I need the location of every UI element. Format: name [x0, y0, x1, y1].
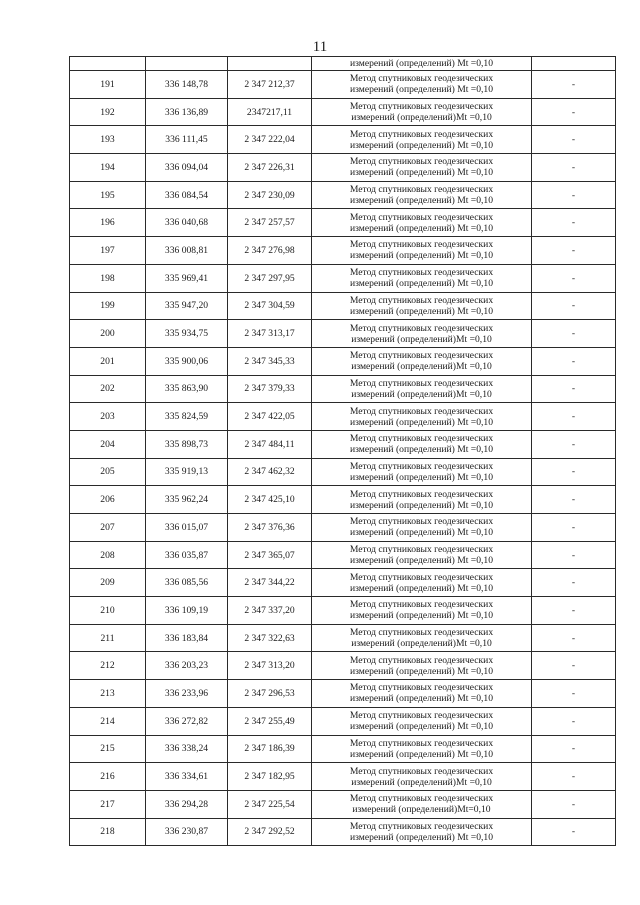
- method-line-2: измерений (определений)Mt =0,10: [351, 388, 492, 400]
- note-cell: -: [532, 320, 616, 348]
- point-number-cell: 203: [70, 403, 146, 431]
- method-line-1: Метод спутниковых геодезических: [349, 820, 494, 832]
- point-number-cell: [70, 57, 146, 71]
- note-cell: -: [532, 403, 616, 431]
- table-row: [70, 458, 616, 486]
- table-row: [70, 486, 616, 514]
- note-cell: -: [532, 818, 616, 846]
- point-number-cell: 197: [70, 237, 146, 265]
- table-row: [70, 569, 616, 597]
- note-cell: -: [532, 541, 616, 569]
- method-line-1: Метод спутниковых геодезических: [349, 322, 494, 334]
- method-line-1: Метод спутниковых геодезических: [349, 737, 494, 749]
- method-line-2: измерений (определений) Mt =0,10: [349, 665, 493, 677]
- x-coordinate-cell: 336 035,87: [146, 541, 228, 569]
- table-row: [70, 320, 616, 348]
- point-number-cell: 208: [70, 541, 146, 569]
- coordinates-table-body: [70, 57, 616, 846]
- table-row: [70, 597, 616, 625]
- table-row: [70, 403, 616, 431]
- method-line-2: измерений (определений) Mt =0,10: [349, 555, 493, 567]
- note-cell: -: [532, 735, 616, 763]
- y-coordinate-cell: 2 347 337,20: [228, 597, 312, 625]
- method-line-2: измерений (определений) Mt =0,10: [349, 499, 493, 511]
- method-line-1: Метод спутниковых геодезических: [349, 765, 494, 777]
- note-cell: -: [532, 292, 616, 320]
- point-number-cell: 192: [70, 98, 146, 126]
- method-line-2: измерений (определений) Mt =0,10: [349, 139, 493, 151]
- point-number-cell: 216: [70, 763, 146, 791]
- point-number-cell: 200: [70, 320, 146, 348]
- note-cell: -: [532, 347, 616, 375]
- x-coordinate-cell: 336 094,04: [146, 154, 228, 182]
- method-line-2: измерений (определений) Mt =0,10: [349, 278, 493, 290]
- x-coordinate-cell: 336 233,96: [146, 680, 228, 708]
- point-number-cell: 213: [70, 680, 146, 708]
- method-line-1: Метод спутниковых геодезических: [349, 73, 494, 85]
- x-coordinate-cell: 336 015,07: [146, 514, 228, 542]
- x-coordinate-cell: [146, 57, 228, 71]
- point-number-cell: 199: [70, 292, 146, 320]
- method-line-1: Метод спутниковых геодезических: [349, 544, 494, 556]
- y-coordinate-cell: 2 347 182,95: [228, 763, 312, 791]
- y-coordinate-cell: 2 347 230,09: [228, 181, 312, 209]
- x-coordinate-cell: 335 824,59: [146, 403, 228, 431]
- table-row: [70, 763, 616, 791]
- point-number-cell: 193: [70, 126, 146, 154]
- note-cell: -: [532, 680, 616, 708]
- method-line-2: измерений (определений)Mt =0,10: [351, 112, 492, 124]
- x-coordinate-cell: 336 272,82: [146, 707, 228, 735]
- x-coordinate-cell: 336 203,23: [146, 652, 228, 680]
- table-row: [70, 264, 616, 292]
- method-cell: [312, 514, 532, 542]
- method-cell: [312, 320, 532, 348]
- note-cell: -: [532, 375, 616, 403]
- note-cell: -: [532, 763, 616, 791]
- method-line-1: Метод спутниковых геодезических: [349, 488, 494, 500]
- y-coordinate-cell: 2 347 297,95: [228, 264, 312, 292]
- method-cell: [312, 680, 532, 708]
- method-cell: [312, 541, 532, 569]
- point-number-cell: 191: [70, 71, 146, 99]
- note-cell: -: [532, 181, 616, 209]
- method-cell: [312, 181, 532, 209]
- method-line-1: Метод спутниковых геодезических: [349, 405, 494, 417]
- method-cell: [312, 347, 532, 375]
- x-coordinate-cell: 336 183,84: [146, 624, 228, 652]
- table-row: [70, 707, 616, 735]
- method-line-1: Метод спутниковых геодезических: [349, 682, 494, 694]
- point-number-cell: 198: [70, 264, 146, 292]
- table-row: [70, 71, 616, 99]
- method-cell: [312, 569, 532, 597]
- x-coordinate-cell: 335 863,90: [146, 375, 228, 403]
- method-cell: [312, 763, 532, 791]
- x-coordinate-cell: 336 148,78: [146, 71, 228, 99]
- y-coordinate-cell: 2 347 186,39: [228, 735, 312, 763]
- method-line-1: Метод спутниковых геодезических: [349, 460, 494, 472]
- method-line-2: измерений (определений) Mt =0,10: [349, 610, 493, 622]
- table-row: [70, 237, 616, 265]
- method-cell: [312, 237, 532, 265]
- method-line-2: измерений (определений)Mt =0,10: [351, 333, 492, 345]
- y-coordinate-cell: 2 347 313,20: [228, 652, 312, 680]
- x-coordinate-cell: 336 085,56: [146, 569, 228, 597]
- method-line-1: Метод спутниковых геодезических: [349, 710, 494, 722]
- method-line-2: измерений (определений) Mt =0,10: [349, 222, 493, 234]
- y-coordinate-cell: 2 347 462,32: [228, 458, 312, 486]
- table-row: [70, 624, 616, 652]
- method-line-1: Метод спутниковых геодезических: [349, 101, 494, 113]
- y-coordinate-cell: 2 347 344,22: [228, 569, 312, 597]
- table-row: [70, 514, 616, 542]
- table-row: [70, 735, 616, 763]
- method-cell: [312, 486, 532, 514]
- table-row: [70, 98, 616, 126]
- x-coordinate-cell: 335 962,24: [146, 486, 228, 514]
- method-line-2: измерений (определений) Mt =0,10: [349, 195, 493, 207]
- table-row: [70, 154, 616, 182]
- point-number-cell: 209: [70, 569, 146, 597]
- x-coordinate-cell: 336 008,81: [146, 237, 228, 265]
- method-line-2: измерений (определений)Mt =0,10: [351, 776, 492, 788]
- note-cell: -: [532, 209, 616, 237]
- x-coordinate-cell: 335 919,13: [146, 458, 228, 486]
- method-line-2: измерений (определений)Mt =0,10: [351, 638, 492, 650]
- point-number-cell: 194: [70, 154, 146, 182]
- note-cell: -: [532, 98, 616, 126]
- note-cell: -: [532, 707, 616, 735]
- table-row: [70, 375, 616, 403]
- x-coordinate-cell: 336 230,87: [146, 818, 228, 846]
- method-cell: [312, 154, 532, 182]
- method-line-2: измерений (определений) Mt =0,10: [349, 84, 493, 96]
- method-cell: [312, 292, 532, 320]
- note-cell: -: [532, 624, 616, 652]
- table-row: [70, 652, 616, 680]
- method-cell: [312, 57, 532, 71]
- x-coordinate-cell: 336 334,61: [146, 763, 228, 791]
- y-coordinate-cell: 2 347 255,49: [228, 707, 312, 735]
- method-cell: [312, 652, 532, 680]
- method-line-1: Метод спутниковых геодезических: [349, 211, 494, 223]
- method-line-2: измерений (определений) Mt =0,10: [349, 721, 493, 733]
- x-coordinate-cell: 335 947,20: [146, 292, 228, 320]
- note-cell: -: [532, 430, 616, 458]
- method-line-1: Метод спутниковых геодезических: [349, 599, 494, 611]
- table-row: [70, 292, 616, 320]
- method-cell: [312, 430, 532, 458]
- point-number-cell: 211: [70, 624, 146, 652]
- x-coordinate-cell: 336 109,19: [146, 597, 228, 625]
- method-cell: [312, 790, 532, 818]
- method-cell: [312, 375, 532, 403]
- y-coordinate-cell: 2 347 379,33: [228, 375, 312, 403]
- method-line-1: Метод спутниковых геодезических: [349, 184, 494, 196]
- x-coordinate-cell: 336 294,28: [146, 790, 228, 818]
- method-line-2: измерений (определений) Mt =0,10: [349, 167, 493, 179]
- table-row: [70, 541, 616, 569]
- note-cell: -: [532, 652, 616, 680]
- x-coordinate-cell: 335 900,06: [146, 347, 228, 375]
- method-line-2: измерений (определений)Mt=0,10: [352, 804, 491, 816]
- point-number-cell: 218: [70, 818, 146, 846]
- table-row: [70, 209, 616, 237]
- method-line-2: измерений (определений) Mt =0,10: [349, 305, 493, 317]
- table-row: [70, 818, 616, 846]
- y-coordinate-cell: 2 347 226,31: [228, 154, 312, 182]
- x-coordinate-cell: 336 136,89: [146, 98, 228, 126]
- table-row: [70, 790, 616, 818]
- y-coordinate-cell: 2347217,11: [228, 98, 312, 126]
- method-line-1: Метод спутниковых геодезических: [349, 793, 494, 805]
- method-cell: [312, 458, 532, 486]
- y-coordinate-cell: 2 347 365,07: [228, 541, 312, 569]
- y-coordinate-cell: 2 347 225,54: [228, 790, 312, 818]
- note-cell: -: [532, 154, 616, 182]
- y-coordinate-cell: 2 347 222,04: [228, 126, 312, 154]
- method-line-2: измерений (определений) Mt =0,10: [349, 831, 493, 843]
- point-number-cell: 205: [70, 458, 146, 486]
- method-line-1: Метод спутниковых геодезических: [349, 654, 494, 666]
- x-coordinate-cell: 336 084,54: [146, 181, 228, 209]
- method-cell: [312, 707, 532, 735]
- method-line-1: Метод спутниковых геодезических: [349, 267, 494, 279]
- method-cell: [312, 735, 532, 763]
- x-coordinate-cell: 336 040,68: [146, 209, 228, 237]
- y-coordinate-cell: 2 347 322,63: [228, 624, 312, 652]
- y-coordinate-cell: 2 347 376,36: [228, 514, 312, 542]
- method-line-2: измерений (определений) Mt =0,10: [349, 471, 493, 483]
- page-number: 11: [312, 39, 328, 55]
- point-number-cell: 195: [70, 181, 146, 209]
- x-coordinate-cell: 336 111,45: [146, 126, 228, 154]
- y-coordinate-cell: 2 347 484,11: [228, 430, 312, 458]
- method-line-1: Метод спутниковых геодезических: [349, 156, 494, 168]
- table-row: [70, 680, 616, 708]
- method-line-1: Метод спутниковых геодезических: [349, 239, 494, 251]
- method-line-1: Метод спутниковых геодезических: [349, 433, 494, 445]
- method-line-2: измерений (определений) Mt =0,10: [349, 527, 493, 539]
- method-cell: [312, 624, 532, 652]
- note-cell: -: [532, 597, 616, 625]
- y-coordinate-cell: 2 347 276,98: [228, 237, 312, 265]
- point-number-cell: 201: [70, 347, 146, 375]
- point-number-cell: 207: [70, 514, 146, 542]
- note-cell: -: [532, 514, 616, 542]
- method-line-1: Метод спутниковых геодезических: [349, 377, 494, 389]
- y-coordinate-cell: 2 347 313,17: [228, 320, 312, 348]
- y-coordinate-cell: 2 347 304,59: [228, 292, 312, 320]
- method-line-2: измерений (определений) Mt =0,10: [349, 416, 493, 428]
- point-number-cell: 210: [70, 597, 146, 625]
- point-number-cell: 212: [70, 652, 146, 680]
- method-line-1: Метод спутниковых геодезических: [349, 571, 494, 583]
- y-coordinate-cell: 2 347 292,52: [228, 818, 312, 846]
- note-cell: -: [532, 790, 616, 818]
- note-cell: -: [532, 486, 616, 514]
- note-cell: -: [532, 237, 616, 265]
- x-coordinate-cell: 336 338,24: [146, 735, 228, 763]
- method-line-2: измерений (определений) Mt =0,10: [349, 693, 493, 705]
- y-coordinate-cell: 2 347 422,05: [228, 403, 312, 431]
- method-cell: [312, 98, 532, 126]
- note-cell: -: [532, 569, 616, 597]
- method-line-2: измерений (определений) Mt =0,10: [349, 748, 493, 760]
- method-line-2: измерений (определений) Mt =0,10: [349, 250, 493, 262]
- method-line-1: Метод спутниковых геодезических: [349, 294, 494, 306]
- method-cell: [312, 126, 532, 154]
- table-row: [70, 430, 616, 458]
- note-cell: -: [532, 71, 616, 99]
- note-cell: -: [532, 458, 616, 486]
- method-line-1: Метод спутниковых геодезических: [349, 350, 494, 362]
- point-number-cell: 215: [70, 735, 146, 763]
- point-number-cell: 214: [70, 707, 146, 735]
- method-cell: [312, 264, 532, 292]
- y-coordinate-cell: 2 347 296,53: [228, 680, 312, 708]
- point-number-cell: 204: [70, 430, 146, 458]
- method-cell: [312, 403, 532, 431]
- coordinates-table: [69, 56, 616, 846]
- note-cell: -: [532, 264, 616, 292]
- point-number-cell: 206: [70, 486, 146, 514]
- y-coordinate-cell: 2 347 425,10: [228, 486, 312, 514]
- table-row: [70, 347, 616, 375]
- point-number-cell: 196: [70, 209, 146, 237]
- method-cell: [312, 71, 532, 99]
- method-line-2: измерений (определений) Mt =0,10: [349, 58, 493, 69]
- y-coordinate-cell: [228, 57, 312, 71]
- method-line-2: измерений (определений) Mt =0,10: [349, 444, 493, 456]
- x-coordinate-cell: 335 898,73: [146, 430, 228, 458]
- continuation-row: [70, 57, 616, 71]
- note-cell: [532, 57, 616, 71]
- method-line-2: измерений (определений)Mt =0,10: [351, 361, 492, 373]
- method-cell: [312, 209, 532, 237]
- y-coordinate-cell: 2 347 212,37: [228, 71, 312, 99]
- method-line-1: Метод спутниковых геодезических: [349, 516, 494, 528]
- method-cell: [312, 597, 532, 625]
- point-number-cell: 202: [70, 375, 146, 403]
- table-row: [70, 181, 616, 209]
- method-cell: [312, 818, 532, 846]
- note-cell: -: [532, 126, 616, 154]
- y-coordinate-cell: 2 347 257,57: [228, 209, 312, 237]
- point-number-cell: 217: [70, 790, 146, 818]
- x-coordinate-cell: 335 934,75: [146, 320, 228, 348]
- y-coordinate-cell: 2 347 345,33: [228, 347, 312, 375]
- method-line-2: измерений (определений) Mt =0,10: [349, 582, 493, 594]
- method-line-1: Метод спутниковых геодезических: [349, 627, 494, 639]
- x-coordinate-cell: 335 969,41: [146, 264, 228, 292]
- method-line-1: Метод спутниковых геодезических: [349, 128, 494, 140]
- table-row: [70, 126, 616, 154]
